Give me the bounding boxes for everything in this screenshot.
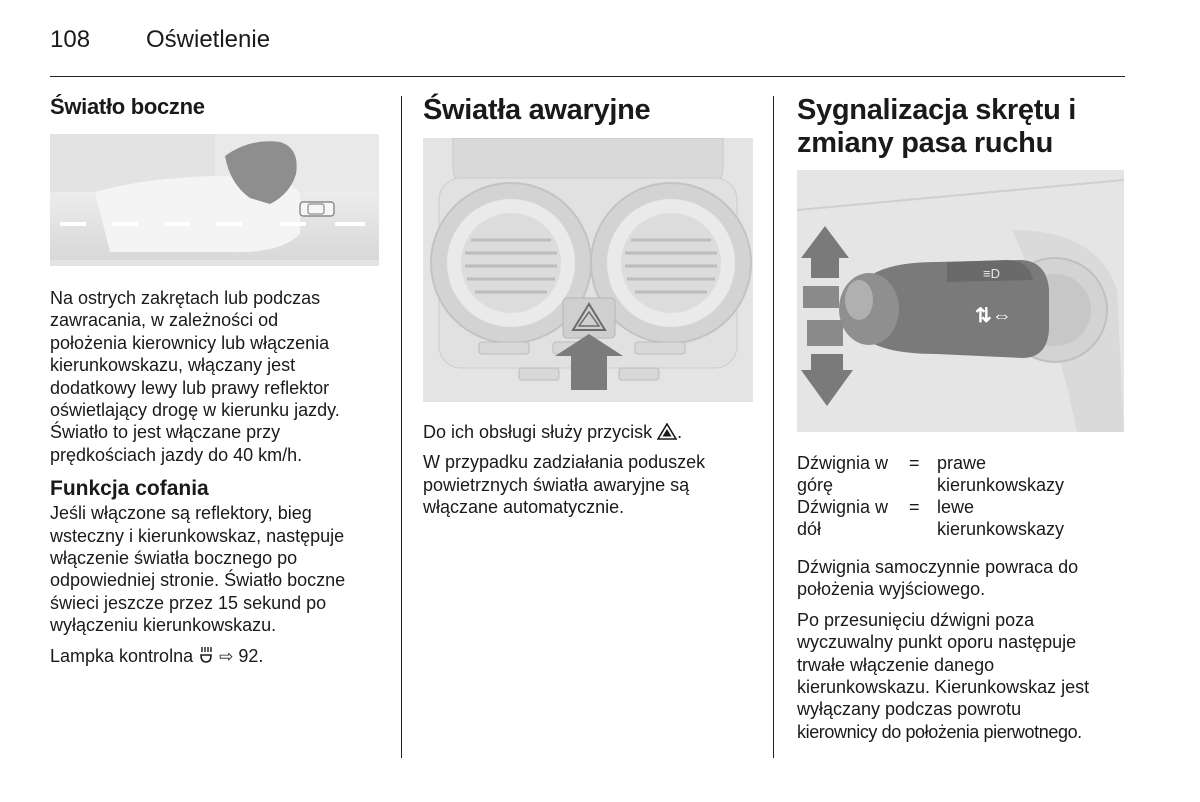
cornering-line-4: kierunkowskazu, włączany jest [50,355,296,376]
control-lamp-line [50,645,385,668]
subheading-reverse-function: Funkcja cofania [50,477,209,501]
permanent-line-3: trwałe włączenie danego [797,654,995,675]
hazard-line-1: Do ich obsługi służy przycisk . [423,422,683,442]
hazard-switch-illustration [423,138,753,402]
cornering-line-1: Na ostrych zakrętach lub podczas [50,288,321,308]
turn-signal-lever-illustration [797,170,1124,432]
def-2-term-line-2: dół [797,519,822,539]
column-divider-2 [773,96,774,758]
return-line-2: położenia wyjściowego. [797,579,986,600]
cornering-line-3: położenia kierownicy lub włączenia [50,332,330,353]
def-1-value-line-1: prawe [937,453,987,473]
cornering-line-5: dodatkowy lewy lub prawy reflektor [50,377,330,398]
section-heading-turn-signals-2: zmiany pasa ruchu [797,127,1053,159]
svg-text:⇅⇔: ⇅⇔ [975,305,1012,327]
hazard-warning-icon [657,422,677,442]
permanent-line-4: kierunkowskazu. Kierunkowskaz jest [797,677,1090,698]
hazard-lights-text [423,421,763,519]
cornering-light-illustration [50,134,379,266]
cornering-line-2: zawracania, w zależności od [50,310,279,331]
control-lamp-page-ref[interactable]: 92. [238,645,264,666]
permanent-line-2: wyczuwalny punkt oporu następuje [797,632,1077,653]
hazard-line-3: powietrznych światła awaryjne są [423,474,690,495]
def-2-value-line-2: kierunkowskazy [937,519,1065,539]
def-2-value-line-1: lewe [937,497,975,517]
def-2-term-line-1: Dźwignia w [797,497,889,517]
section-heading-hazard-lights: Światła awaryjne [423,94,651,126]
cornering-light-text [50,287,385,668]
reverse-line-3: włączenie światła bocznego po [50,548,298,569]
permanent-line-6: kierownicy do położenia pierwotnego. [797,721,1082,742]
column-turn-signals [797,94,1127,160]
column-hazard-lights [423,94,763,127]
return-line-1: Dźwignia samoczynnie powraca do [797,557,1079,577]
turn-signal-text [797,556,1132,743]
def-1-term-line-2: górę [797,475,834,495]
section-heading-cornering-light: Światło boczne [50,94,205,119]
permanent-line-5: wyłączany podczas powrotu [797,699,1022,720]
def-1-equals: = [909,453,920,473]
cornering-line-6: oświetlający drogę w kierunku jazdy. [50,400,340,421]
lever-definitions [797,452,1127,542]
reverse-line-4: odpowiedniej stronie. Światło boczne [50,570,346,591]
cornering-lamp-icon [198,646,219,666]
svg-text:≡D: ≡D [983,266,1000,281]
hazard-button-text: Do ich obsługi służy przycisk [423,422,653,442]
cornering-line-8: prędkościach jazdy do 40 km/h. [50,444,303,465]
cornering-line-7: Światło to jest włączane przy [50,422,281,443]
permanent-line-1: Po przesunięciu dźwigni poza [797,609,1035,630]
def-2-equals: = [909,497,920,517]
page-header [50,26,1125,77]
hazard-line-4: włączane automatycznie. [423,497,625,518]
reverse-line-1: Jeśli włączone są reflektory, bieg [50,503,312,524]
hazard-line-2: W przypadku zadziałania poduszek [423,452,706,473]
reverse-line-2: wsteczny i kierunkowskaz, następuje [50,525,345,546]
column-divider-1 [401,96,402,758]
def-1-value-line-2: kierunkowskazy [937,475,1065,495]
page-reference-icon: ⇨ [219,646,234,666]
page-number: 108 [50,26,91,53]
reverse-line-6: wyłączeniu kierunkowskazu. [50,615,277,636]
column-cornering-light [50,94,385,120]
def-1-term-line-1: Dźwignia w [797,453,889,473]
section-heading-turn-signals-1: Sygnalizacja skrętu i [797,94,1076,126]
page-title: Oświetlenie [146,26,271,53]
control-lamp-label: Lampka kontrolna [50,645,194,666]
reverse-line-5: świeci jeszcze przez 15 sekund po [50,592,327,613]
